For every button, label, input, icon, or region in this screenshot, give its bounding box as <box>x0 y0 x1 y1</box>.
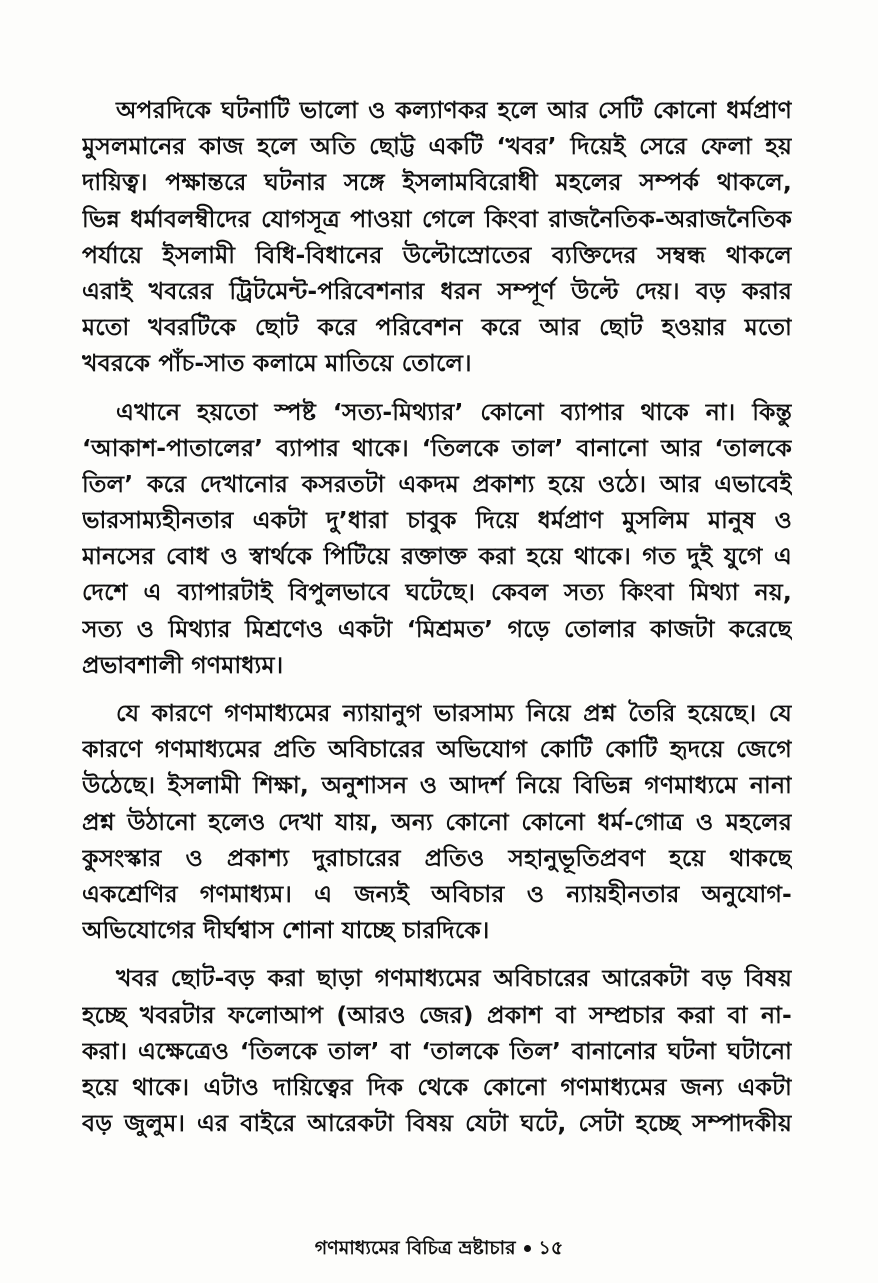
text-line: বড় জুলুম। এর বাইরে আরেকটা বিষয় যেটা ঘটে, সেটা হচ্ছে সম্পাদকীয় <box>82 1109 792 1138</box>
text-line: অভিযোগের দীর্ঘশ্বাস শোনা যাচ্ছে চারদিকে। <box>82 916 490 945</box>
text-line: হয়ে থাকে। এটাও দায়িত্বের দিক থেকে কোনো গণমাধ্যমের জন্য একটা <box>82 1072 792 1101</box>
text-line: সত্য ও মিথ্যার মিশ্রণেও একটা ‘মিশ্রমত’ গড়ে তোলার কাজটা করেছে <box>82 614 792 643</box>
text-line: কুসংস্কার ও প্রকাশ্য দুরাচারের প্রতিও সহানুভূতিপ্রবণ হয়ে থাকছে <box>82 843 792 872</box>
text-line: প্রশ্ন উঠানো হলেও দেখা যায়, অন্য কোনো কোনো ধর্ম-গোত্র ও মহলের <box>82 807 792 836</box>
text-line: খবর ছোট-বড় করা ছাড়া গণমাধ্যমের অবিচারের আরেকটা বড় বিষয় <box>116 964 792 993</box>
page-body <box>82 92 792 1153</box>
page-number: ১৫ <box>538 1237 564 1259</box>
text-line: দায়িত্ব। পক্ষান্তরে ঘটনার সঙ্গে ইসলামবিরোধী মহলের সম্পর্ক থাকলে, <box>82 168 792 197</box>
text-line: উঠেছে। ইসলামী শিক্ষা, অনুশাসন ও আদর্শ নিয়ে বিভিন্ন গণমাধ্যমে নানা <box>82 771 792 800</box>
text-line: মানসের বোধ ও স্বার্থকে পিটিয়ে রক্তাক্ত করা হয়ে থাকে। গত দুই যুগে এ <box>82 542 792 571</box>
text-line: অপরদিকে ঘটনাটি ভালো ও কল্যাণকর হলে আর সেটি কোনো ধর্মপ্রাণ <box>116 96 792 124</box>
running-title: গণমাধ্যমের বিচিত্র ভ্রষ্টাচার <box>314 1237 516 1259</box>
text-line: যে কারণে গণমাধ্যমের ন্যায়ানুগ ভারসাম্য নিয়ে প্রশ্ন তৈরি হয়েছে। যে <box>116 699 792 727</box>
paragraph-4 <box>82 960 792 1141</box>
text-line: হচ্ছে খবরটার ফলোআপ (আরও জের) প্রকাশ বা সম্প্রচার করা বা না- <box>82 1000 792 1029</box>
text-line: দেশে এ ব্যাপারটাই বিপুলভাবে ঘটেছে। কেবল সত্য কিংবা মিথ্যা নয়, <box>82 578 792 607</box>
text-line: মুসলমানের কাজ হলে অতি ছোট্ট একটি ‘খবর’ দিয়েই সেরে ফেলা হয় <box>82 132 792 161</box>
text-line: কারণে গণমাধ্যমের প্রতি অবিচারের অভিযোগ কোটি কোটি হৃদয়ে জেগে <box>82 735 792 764</box>
text-line: করা। এক্ষেত্রেও ‘তিলকে তাল’ বা ‘তালকে তিল’ বানানোর ঘটনা ঘটানো <box>82 1036 792 1065</box>
text-line: পর্যায়ে ইসলামী বিধি-বিধানের উল্টোস্রোতের ব্যক্তিদের সম্বন্ধ থাকলে <box>82 240 792 269</box>
text-line: তিল’ করে দেখানোর কসরতটা একদম প্রকাশ্য হয়ে ওঠে। আর এভাবেই <box>82 469 792 498</box>
text-line: খবরকে পাঁচ-সাত কলামে মাতিয়ে তোলে। <box>82 349 472 378</box>
page-footer <box>0 1234 878 1266</box>
text-line: একশ্রেণির গণমাধ্যম। এ জন্যই অবিচার ও ন্যায়হীনতার অনুযোগ- <box>82 879 792 908</box>
text-line: মতো খবরটিকে ছোট করে পরিবেশন করে আর ছোট হওয়ার মতো <box>82 313 792 342</box>
paragraph-3 <box>82 695 792 948</box>
paragraph-2 <box>82 394 792 684</box>
paragraph-1 <box>82 92 792 382</box>
text-line: ‘আকাশ-পাতালের’ ব্যাপার থাকে। ‘তিলকে তাল’ বানানো আর ‘তালকে <box>82 433 792 462</box>
text-line: ভারসাম্যহীনতার একটা দু’ধারা চাবুক দিয়ে ধর্মপ্রাণ মুসলিম মানুষ ও <box>82 506 792 535</box>
text-line: এখানে হয়তো স্পষ্ট ‘সত্য-মিথ্যার’ কোনো ব্যাপার থাকে না। কিন্তু <box>116 397 792 426</box>
text-line: এরাই খবরের ট্রিটমেন্ট-পরিবেশনার ধরন সম্পূর্ণ উল্টে দেয়। বড় করার <box>82 276 792 305</box>
bullet-icon <box>524 1245 531 1252</box>
text-line: প্রভাবশালী গণমাধ্যম। <box>82 650 284 679</box>
text-line: ভিন্ন ধর্মাবলম্বীদের যোগসূত্র পাওয়া গেলে কিংবা রাজনৈতিক-অরাজনৈতিক <box>82 204 792 233</box>
